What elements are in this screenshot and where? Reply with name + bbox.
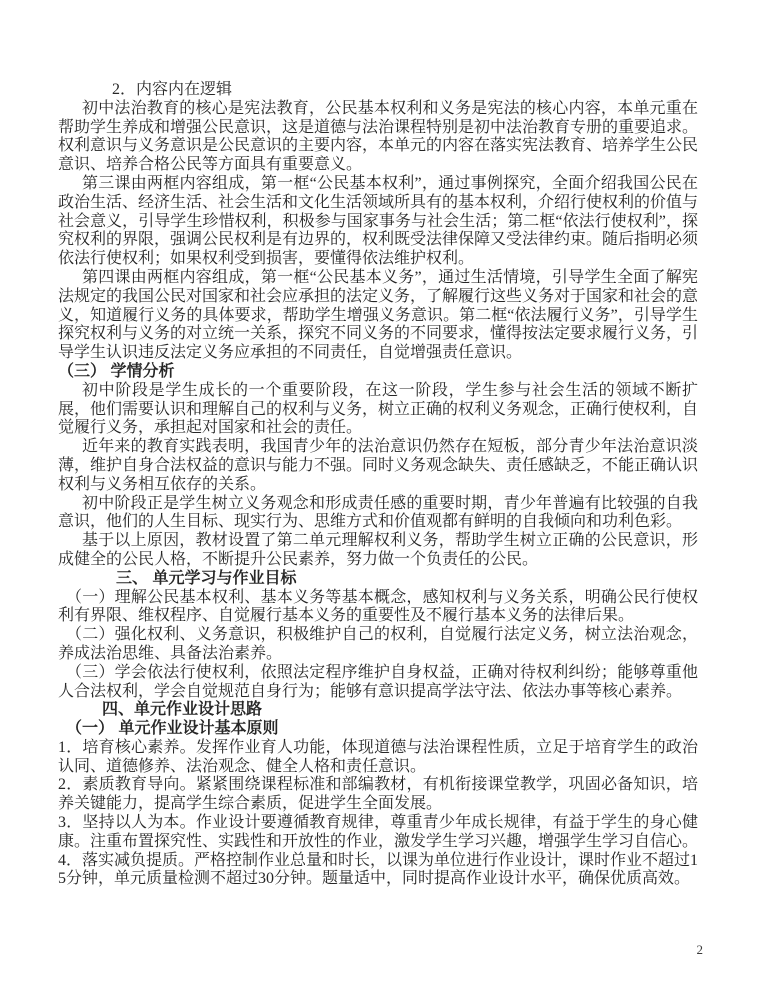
- subheading-basic-principles: （一） 单元作业设计基本原则: [66, 720, 279, 738]
- goal-item-2: （二）强化权利、义务意识，积极维护自己的权利，自觉履行法定义务，树立法治观念，养成法治思维、具备法治素养。: [58, 626, 698, 662]
- subheading-learner-analysis: （三） 学情分析: [58, 362, 175, 380]
- paragraph-based-on-reasons: 基于以上原因，教材设置了第二单元理解权利义务，帮助学生树立正确的公民意识，形成健全的公民人格，不断提升公民素养，努力做一个负责任的公民。: [58, 532, 698, 568]
- principle-item-4: 4．落实减负提质。严格控制作业总量和时长，以课为单位进行作业设计，课时作业不超过15分钟，单元质量检测不超过30分钟。题量适中，同时提高作业设计水平，确保优质高效。: [58, 851, 699, 888]
- principle-item-2: 2．素质教育导向。紧紧围绕课程标准和部编教材，有机衔接课堂教学，巩固必备知识，培养关键能力，提高学生综合素质，促进学生全面发展。: [58, 776, 698, 813]
- paragraph-lesson-three: 第三课由两框内容组成，第一框“公民基本权利”，通过事例探究，全面介绍我国公民在政治生活、经济生活、社会生活和文化生活领域所具有的基本权利，介绍行使权利的价值与社会意义，引导学生珍惜权利，积极参与国家事务与社会生活；第二框“依法行使权利”，探究权利的界限，强调公民权利是有边界的，权利既受法律保障又受法律约束。随后指明必须依法行使权利；如果权利受到损害，要懂得依法维护权利。: [58, 174, 699, 268]
- paragraph-key-period: 初中阶段正是学生树立义务观念和形成责任感的重要时期，青少年普遍有比较强的自我意识，他们的人生目标、现实行为、思维方式和价值观都有鲜明的自我倾向和功利色彩。: [58, 494, 698, 531]
- goal-item-3: （三）学会依法行使权利，依照法定程序维护自身权益，正确对待权利纠纷；能够尊重他人合法权利，学会自觉规范自身行为；能够有意识提高学法守法、依法办事等核心素养。: [58, 663, 698, 700]
- paragraph-lesson-four: 第四课由两框内容组成，第一框“公民基本义务”，通过生活情境，引导学生全面了解宪法规定的我国公民对国家和社会应承担的法定义务，了解履行这些义务对于国家和社会的意义，知道履行义务的具体要求，帮助学生增强义务意识。第二框“依法履行义务”，引导学生探究权利与义务的对立统一关系，探究不同义务的不同要求，懂得按法定要求履行义务，引导学生认识违反法定义务应承担的不同责任，自觉增强责任意识。: [58, 268, 699, 362]
- principle-item-1: 1．培育核心素养。发挥作业育人功能，体现道德与法治课程性质，立足于培育学生的政治认同、道德修养、法治观念、健全人格和责任意识。: [58, 738, 698, 775]
- page-number: 2: [696, 942, 703, 957]
- paragraph-recent-practice: 近年来的教育实践表明，我国青少年的法治意识仍然存在短板，部分青少年法治意识淡薄，维护自身合法权益的意识与能力不强。同时义务观念缺失、责任感缺乏，不能正确认识权利与义务相互依存的关系。: [58, 438, 699, 493]
- goal-item-1: （一）理解公民基本权利、基本义务等基本概念，感知权利与义务关系，明确公民行使权利有界限、维权程序、自觉履行基本义务的重要性及不履行基本义务的法律后果。: [58, 588, 698, 625]
- heading-unit-learning-goals: 三、 单元学习与作业目标: [116, 569, 297, 587]
- paragraph-growth-stage: 初中阶段是学生成长的一个重要阶段，在这一阶段，学生参与社会生活的领域不断扩展，他们需要认识和理解自己的权利与义务，树立正确的权利义务观念，正确行使权利，自觉履行义务，承担起对国家和社会的责任。: [58, 381, 699, 437]
- page-content: [58, 81, 698, 889]
- heading-unit-homework-design: 四、单元作业设计思路: [102, 701, 263, 719]
- subheading-content-inner-logic: 2．内容内在逻辑: [112, 81, 233, 98]
- paragraph-core-of-law-education: 初中法治教育的核心是宪法教育，公民基本权利和义务是宪法的核心内容，本单元重在帮助学生养成和增强公民意识，这是道德与法治课程特别是初中法治教育专册的重要追求。权利意识与义务意识是公民意识的主要内容，本单元的内容在落实宪法教育、培养学生公民意识、培养合格公民等方面具有重要意义。: [58, 99, 699, 174]
- principle-item-3: 3．坚持以人为本。作业设计要遵循教育规律，尊重青少年成长规律，有益于学生的身心健康。注重布置探究性、实践性和开放性的作业，激发学生学习兴趣，增强学生学习自信心。: [58, 814, 699, 850]
